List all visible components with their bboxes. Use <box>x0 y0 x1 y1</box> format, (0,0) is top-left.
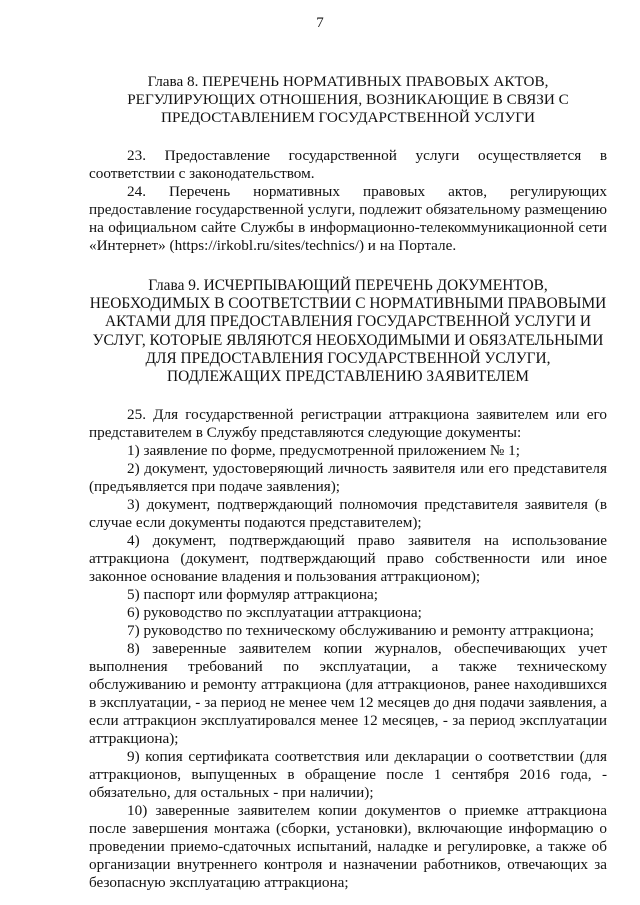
list-item: 9) копия сертификата соответствия или декларации о соответствии (для аттракционов, выпущенных в обращение после 1 сентября 2016 года, - обязательно, для остальных - при наличии); <box>89 748 607 802</box>
documents-list <box>89 442 607 892</box>
paragraph-23: 23. Предоставление государственной услуги осуществляется в соответствии с законодательством. <box>89 147 607 182</box>
list-item: 8) заверенные заявителем копии журналов, обеспечивающих учет выполнения требований по эксплуатации, а также техническому обслуживанию и ремонту аттракциона (для аттракционов, ранее находившихся в эксплуатации, - за период не менее чем 12 месяцев до дня подачи заявления, а если аттракцион эксплуатировался менее 12 месяцев, - за период эксплуатации аттракциона); <box>89 640 607 748</box>
document-body <box>89 73 607 892</box>
page-number: 7 <box>316 15 324 31</box>
list-item: 6) руководство по эксплуатации аттракциона; <box>127 604 422 622</box>
list-item: 7) руководство по техническому обслуживанию и ремонту аттракциона; <box>127 622 595 640</box>
list-item: 4) документ, подтверждающий право заявителя на использование аттракциона (документ, подтверждающий право собственности или иное законное основание владения и пользования аттракционом); <box>89 532 607 586</box>
list-item: 2) документ, удостоверяющий личность заявителя или его представителя (предъявляется при подаче заявления); <box>89 460 607 496</box>
list-item: 5) паспорт или формуляр аттракциона; <box>127 586 378 604</box>
list-item: 3) документ, подтверждающий полномочия представителя заявителя (в случае если документы подаются представителем); <box>89 496 607 532</box>
paragraph-24: 24. Перечень нормативных правовых актов, регулирующих предоставление государственной услуги, подлежит обязательному размещению на официальном сайте Службы в информационно-телекоммуникационной сети «Интернет» (https://irkobl.ru/sites/technics/) и на Портале. <box>89 183 607 254</box>
list-item: 1) заявление по форме, предусмотренной приложением № 1; <box>127 442 520 460</box>
list-item: 10) заверенные заявителем копии документов о приемке аттракциона после завершения монтажа (сборки, установки), включающие информацию о проведении приемо-сдаточных испытаний, наладке и регулировке, а также об организации внутреннего контроля и назначении работников, отвечающих за безопасную эксплуатацию аттракциона; <box>89 802 607 892</box>
paragraph-25-intro: 25. Для государственной регистрации аттракциона заявителем или его представителем в Службу представляются следующие документы: <box>89 406 607 442</box>
chapter-8-heading: Глава 8. ПЕРЕЧЕНЬ НОРМАТИВНЫХ ПРАВОВЫХ АКТОВ, РЕГУЛИРУЮЩИХ ОТНОШЕНИЯ, ВОЗНИКАЮЩИЕ В СВЯЗИ С ПРЕДОСТАВЛЕНИЕМ ГОСУДАРСТВЕННОЙ УСЛУГИ <box>127 73 569 126</box>
chapter-9-heading: Глава 9. ИСЧЕРПЫВАЮЩИЙ ПЕРЕЧЕНЬ ДОКУМЕНТОВ, НЕОБХОДИМЫХ В СООТВЕТСТВИИ С НОРМАТИВНЫМИ ПРАВОВЫМИ АКТАМИ ДЛЯ ПРЕДОСТАВЛЕНИЯ ГОСУДАРСТВЕННОЙ УСЛУГИ И УСЛУГ, КОТОРЫЕ ЯВЛЯЮТСЯ НЕОБХОДИМЫМИ И ОБЯЗАТЕЛЬНЫМИ ДЛЯ ПРЕДОСТАВЛЕНИЯ ГОСУДАРСТВЕННОЙ УСЛУГИ, ПОДЛЕЖАЩИХ ПРЕДСТАВЛЕНИЮ ЗАЯВИТЕЛЕМ <box>89 277 607 386</box>
